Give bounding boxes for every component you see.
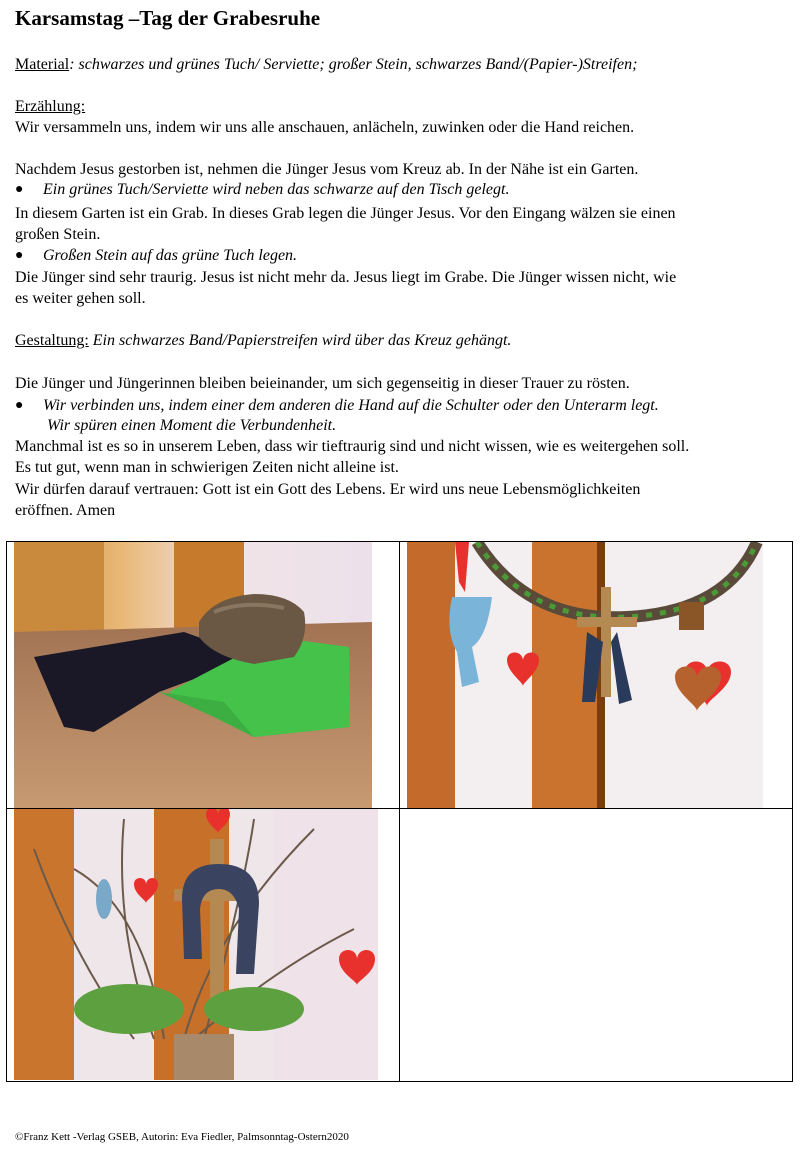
material-label: Material [15,56,70,73]
material-text: : schwarzes und grünes Tuch/ Serviette; großer Stein, schwarzes Band/(Papier-)Streifen; [69,56,638,73]
closing-p4a: Wir dürfen darauf vertrauen: Gott ist ein Gott des Lebens. Er wird uns neue Lebensmöglichkeiten [15,481,641,498]
closing-p1: Die Jünger und Jüngerinnen bleiben beieinander, um sich gegenseitig in dieser Trauer zu rösten. [15,375,630,392]
erzaehlung-p4b: es weiter gehen soll. [15,290,146,307]
gestaltung-line [15,331,795,351]
empty-cell [400,809,793,1082]
photo-stone-cloths [14,542,372,808]
footer-copyright: ©Franz Kett -Verlag GSEB, Autorin: Eva Fiedler, Palmsonntag-Ostern2020 [15,1131,349,1143]
gestaltung-text: Ein schwarzes Band/Papierstreifen wird über das Kreuz gehängt. [88,332,512,349]
closing-p2: Manchmal ist es so in unserem Leben, dass wir tieftraurig sind und nicht wissen, wie es weitergehen soll. [15,438,690,455]
photo-branches-cross [14,809,378,1080]
bullet-dot: ● [15,248,24,263]
closing-bullet: Wir verbinden uns, indem einer dem anderen die Hand auf die Schulter oder den Unterarm legt. [43,397,659,414]
material-line [15,55,795,75]
photo-wreath-cross [407,542,763,808]
bullet-dot: ● [15,182,24,197]
erzaehlung-p3b: großen Stein. [15,226,101,243]
erzaehlung-p4a: Die Jünger sind sehr traurig. Jesus ist nicht mehr da. Jesus liegt im Grabe. Die Jünger wissen nicht, wie [15,269,677,286]
erzaehlung-heading: Erzählung: [15,98,86,115]
erzaehlung-bullet1: Ein grünes Tuch/Serviette wird neben das schwarze auf den Tisch gelegt. [43,181,510,198]
closing-p3: Es tut gut, wenn man in schwierigen Zeiten nicht alleine ist. [15,459,399,476]
closing-bullet-cont: Wir spüren einen Moment die Verbundenheit. [47,417,337,434]
erzaehlung-p1: Wir versammeln uns, indem wir uns alle anschauen, anlächeln, zuwinken oder die Hand reichen. [15,119,635,136]
bullet-dot: ● [15,398,24,413]
gestaltung-label: Gestaltung: [15,332,89,349]
erzaehlung-bullet2: Großen Stein auf das grüne Tuch legen. [43,247,298,264]
erzaehlung-p3a: In diesem Garten ist ein Grab. In dieses Grab legen die Jünger Jesus. Vor den Eingang wälzen sie einen [15,205,676,222]
photo-cell [7,809,400,1082]
closing-p4b: eröffnen. Amen [15,502,116,519]
erzaehlung-p2: Nachdem Jesus gestorben ist, nehmen die Jünger Jesus vom Kreuz ab. In der Nähe ist ein Garten. [15,161,639,178]
document-title: Karsamstag –Tag der Grabesruhe [15,6,321,30]
photo-grid [6,541,793,1082]
photo-cell [400,542,793,809]
photo-cell [7,542,400,809]
